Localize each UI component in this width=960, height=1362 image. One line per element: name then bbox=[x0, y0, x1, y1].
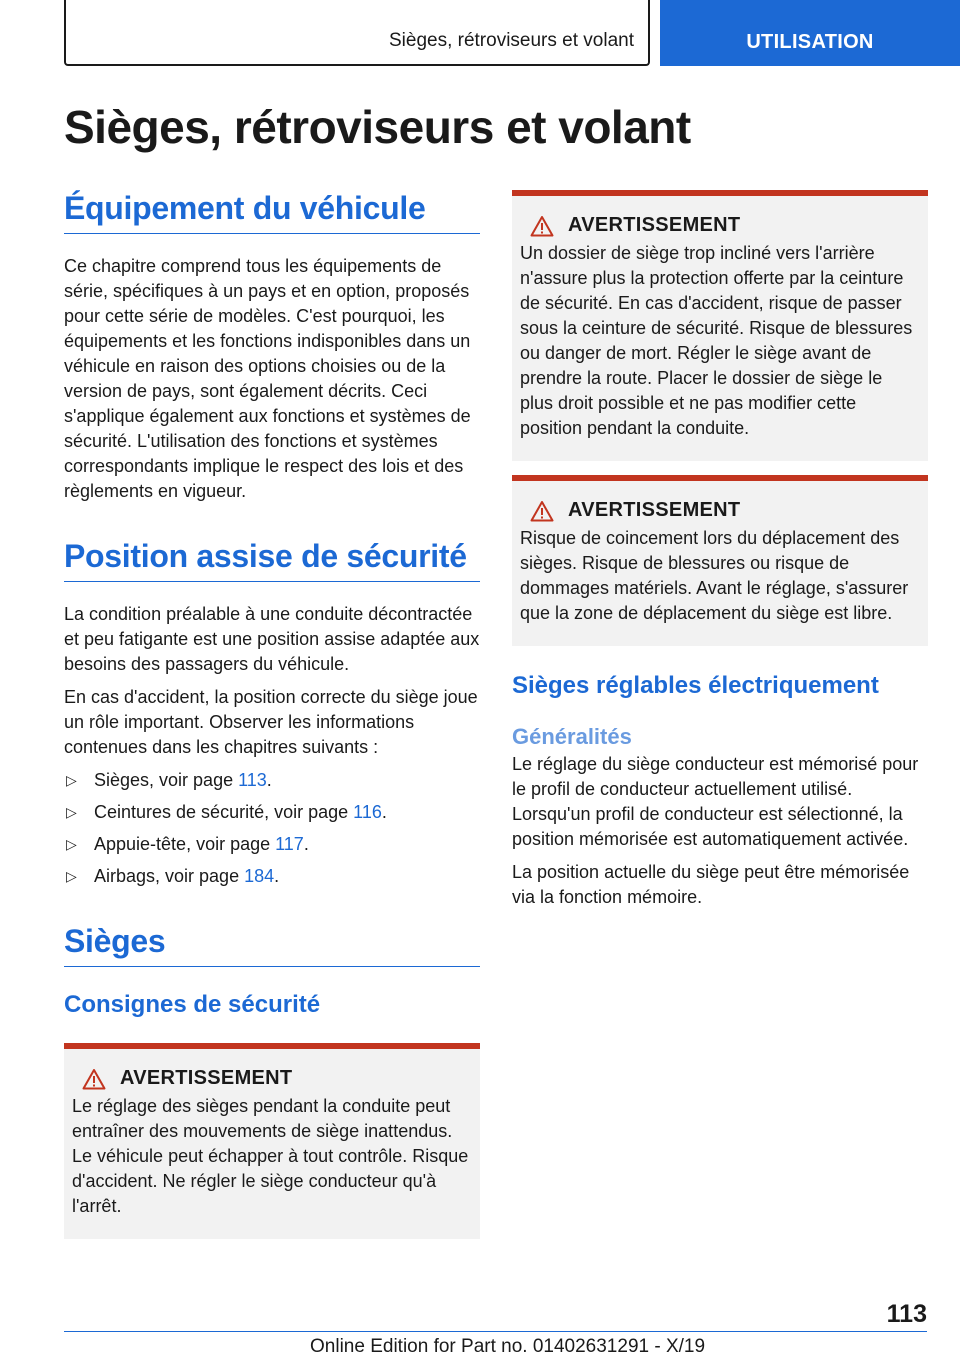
warning-box bbox=[512, 190, 928, 461]
page-title: Sièges, rétroviseurs et volant bbox=[64, 101, 691, 153]
list-item: ▷ Ceintures de sécurité, voir page 116. bbox=[64, 800, 480, 825]
page-link[interactable]: 116 bbox=[353, 802, 382, 822]
list-item: ▷ Appuie-tête, voir page 117. bbox=[64, 832, 480, 857]
warning-triangle-icon bbox=[530, 500, 554, 522]
generalites-paragraph-1: Le réglage du siège conducteur est mémorisé pour le profil de conducteur actuellement utilisé. Lorsqu'un profil de conducteur est sélectionné, la position mémorisée est automatiquement activée. bbox=[512, 754, 919, 849]
heading-sieges: Sièges bbox=[64, 923, 480, 967]
list-item: ▷ Sièges, voir page 113. bbox=[64, 768, 480, 793]
left-column bbox=[64, 190, 480, 1239]
triangle-bullet-icon: ▷ bbox=[66, 836, 77, 852]
header-section-tab bbox=[64, 0, 650, 66]
warning-text: Risque de coincement lors du déplacement des sièges. Risque de blessures ou risque de dommages matériels. Avant le réglage, s'assurer que la zone de déplacement du siège est libre. bbox=[520, 528, 909, 623]
header-section-title: Sièges, rétroviseurs et volant bbox=[388, 30, 634, 51]
chapter-list bbox=[64, 768, 480, 889]
warning-title: AVERTISSEMENT bbox=[568, 499, 741, 521]
position-paragraph-2: En cas d'accident, la position correcte du siège joue un rôle important. Observer les informations contenues dans les chapitres suivants : bbox=[64, 687, 478, 757]
footer-edition: Online Edition for Part no. 01402631291 - X/19 bbox=[310, 1336, 706, 1357]
warning-box bbox=[64, 1043, 480, 1239]
warning-text: Le réglage des sièges pendant la conduite peut entraîner des mouvements de siège inattendus. Le véhicule peut échapper à tout contrôle. Risque d'accident. Ne régler le siège conducteur qu'à l'arrêt. bbox=[72, 1096, 469, 1216]
list-item: ▷ Airbags, voir page 184. bbox=[64, 864, 480, 889]
heading-generalites: Généralités bbox=[512, 724, 632, 749]
position-paragraph-1: La condition préalable à une conduite décontractée et peu fatigante est une position assise adaptée aux besoins des passagers du véhicule. bbox=[64, 604, 480, 674]
right-column bbox=[512, 190, 928, 910]
heading-consignes: Consignes de sécurité bbox=[64, 991, 321, 1018]
header-chapter-tab[interactable] bbox=[660, 0, 960, 66]
page-link[interactable]: 184 bbox=[244, 866, 275, 886]
warning-title: AVERTISSEMENT bbox=[568, 214, 741, 236]
warning-title: AVERTISSEMENT bbox=[120, 1067, 293, 1089]
heading-equipement: Équipement du véhicule bbox=[64, 190, 480, 234]
header-chapter-title: UTILISATION bbox=[746, 31, 874, 53]
equipement-paragraph: Ce chapitre comprend tous les équipements de série, spécifiques à un pays et en option, proposés pour cette série de modèles. C'est pourquoi, les équipements et les fonctions indisponibles dans un véhicule en raison des options choisies ou de la version de pays, sont également décrits. Ceci s'applique également aux fonctions et systèmes de sécurité. L'utilisation des fonctions et systèmes correspondants implique le respect des lois et des règlements en vigueur. bbox=[64, 256, 471, 501]
warning-box bbox=[512, 475, 928, 646]
page-link[interactable]: 117 bbox=[275, 834, 304, 854]
generalites-paragraph-2: La position actuelle du siège peut être mémorisée via la fonction mémoire. bbox=[512, 862, 910, 907]
heading-position: Position assise de sécurité bbox=[64, 538, 480, 582]
page-link[interactable]: 113 bbox=[238, 770, 267, 790]
footer-divider bbox=[64, 1331, 927, 1332]
triangle-bullet-icon: ▷ bbox=[66, 868, 77, 884]
triangle-bullet-icon: ▷ bbox=[66, 804, 77, 820]
warning-triangle-icon bbox=[82, 1068, 106, 1090]
heading-sieges-electriques: Sièges réglables électriquement bbox=[512, 672, 879, 699]
triangle-bullet-icon: ▷ bbox=[66, 772, 77, 788]
page-number: 113 bbox=[886, 1300, 927, 1328]
warning-triangle-icon bbox=[530, 215, 554, 237]
warning-text: Un dossier de siège trop incliné vers l'arrière n'assure plus la protection offerte par la ceinture de sécurité. En cas d'accident, risque de passer sous la ceinture de sécurité. Risque de blessures ou danger de mort. Régler le siège avant de prendre la route. Placer le dossier de siège le plus droit possible et ne pas modifier cette position pendant la conduite. bbox=[520, 243, 913, 438]
